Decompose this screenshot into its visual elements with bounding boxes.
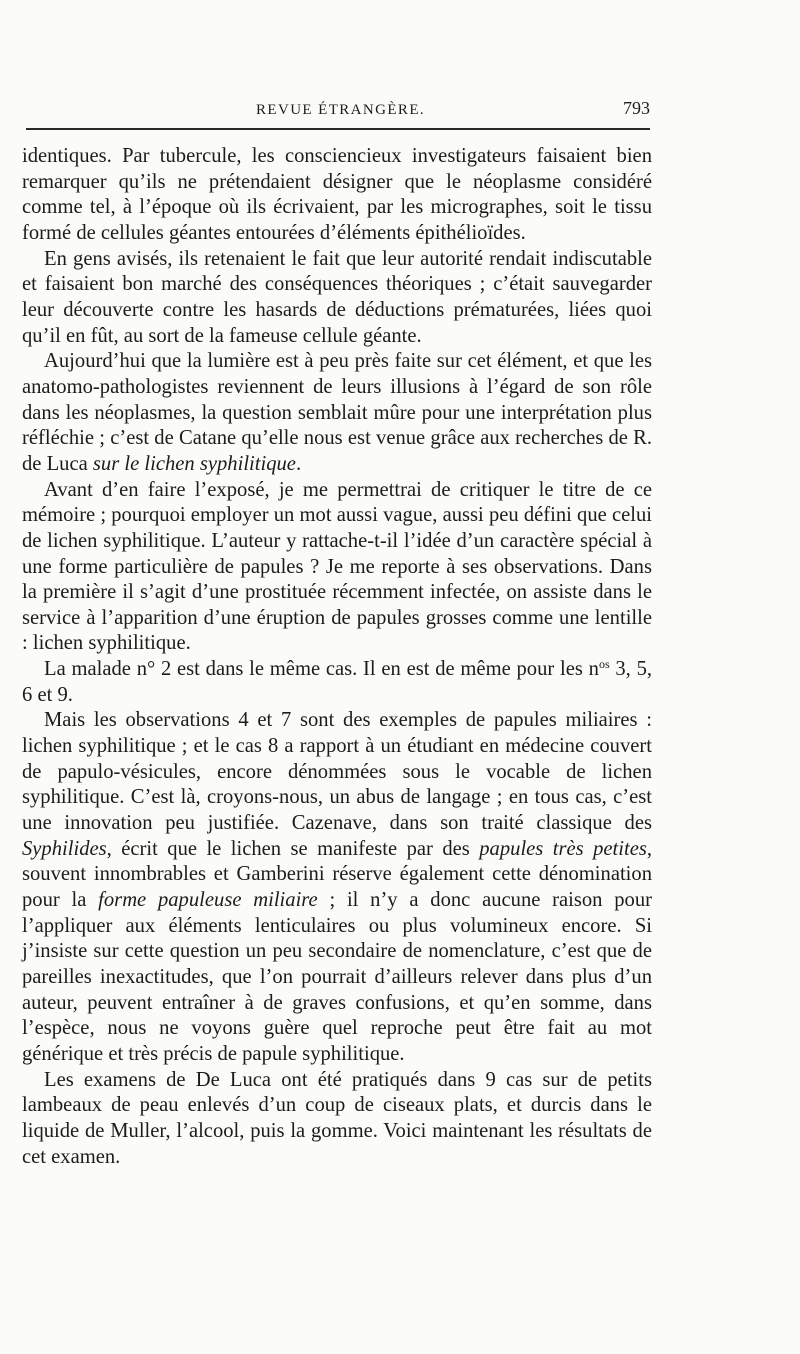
paragraph	[22, 657, 652, 708]
italic-text: sur le lichen syphilitique	[92, 452, 296, 475]
paragraph	[22, 708, 652, 1067]
text-run: , écrit que le lichen se manifeste par des	[106, 837, 480, 860]
text-run: La malade n° 2 est dans le même cas. Il en est de même pour les n	[44, 658, 599, 681]
header-rule	[26, 128, 650, 130]
superscript-text: os	[598, 657, 610, 672]
text-run: En gens avisés, ils retenaient le fait que leur autorité rendait indiscutable et faisaient bon marché des conséquences théoriques ; c’était sauvegarder leur découverte contre les hasards de déductions prématurées, liées quoi qu’il en fût, au sort de la fameuse cellule géante.	[22, 247, 652, 347]
italic-text: forme papuleuse miliaire	[98, 889, 318, 912]
text-run: , souvent innombrables et Gamberini réserve également cette dénomination pour la	[22, 837, 653, 912]
running-title: REVUE ÉTRANGÈRE.	[256, 102, 426, 118]
text-run: identiques. Par tubercule, les consciencieux investigateurs faisaient bien remarquer qu’ils ne prétendaient désigner que le néoplasme considéré comme tel, à l’époque où ils écrivaient, par les micrographes, soit le tissu formé de cellules géantes entourées d’éléments épithélioïdes.	[22, 145, 652, 244]
text-run: Les examens de De Luca ont été pratiqués dans 9 cas sur de petits lambeaux de peau enlevés d’un coup de ciseaux plats, et durcis dans le liquide de Muller, l’alcool, puis la gomme. Voici maintenant les résultats de cet examen.	[22, 1068, 652, 1168]
body-text	[22, 144, 652, 1170]
page-number: 793	[623, 98, 650, 118]
italic-text: Syphilides	[22, 837, 107, 860]
text-run: 3, 5, 6 et 9.	[22, 658, 653, 706]
paragraph	[22, 478, 652, 658]
italic-text: papules très petites	[479, 837, 647, 860]
text-run: Aujourd’hui que la lumière est à peu près faite sur cet élément, et que les anatomo-pathologistes reviennent de leurs illusions à l’égard de son rôle dans les néoplasmes, la question semblait mûre pour une interprétation plus réfléchie ; c’est de Catane qu’elle nous est venue grâce aux recherches de R. de Luca	[22, 350, 652, 475]
paragraph	[22, 247, 652, 350]
text-run: Mais les observations 4 et 7 sont des exemples de papules miliaires : lichen syphilitique ; et le cas 8 a rapport à un étudiant en médecine couvert de papulo-vésicules, encore dénommées sous le vocable de lichen syphilitique. C’est là, croyons-nous, un abus de langage ; en tous cas, c’est une innovation peu justifiée. Cazenave, dans son traité classique des	[22, 709, 652, 835]
running-head	[24, 98, 650, 128]
paragraph	[22, 349, 652, 477]
text-run: ; il n’y a donc aucune raison pour l’appliquer aux éléments lenticulaires ou plus volumineux encore. Si j’insiste sur cette question un peu secondaire de nomenclature, c’est que de pareilles inexactitudes, que l’on pourrait d’ailleurs relever dans plus d’un auteur, peuvent entraîner à de graves confusions, et qu’en somme, dans l’espèce, nous ne voyons guère quel reproche peut être fait au mot générique et très précis de papule syphilitique.	[22, 889, 652, 1065]
paragraph	[22, 144, 652, 247]
text-run: .	[295, 452, 302, 475]
paragraph	[22, 1068, 652, 1171]
text-run: Avant d’en faire l’exposé, je me permettrai de critiquer le titre de ce mémoire ; pourquoi employer un mot aussi vague, aussi peu défini que celui de lichen syphilitique. L’auteur y rattache-t-il l’idée d’un caractère spécial à une forme particulière de papules ? Je me reporte à ses observations. Dans la première il s’agit d’une prostituée récemment infectée, on assiste dans le service à l’apparition d’une éruption de papules grosses comme une lentille : lichen syphilitique.	[22, 478, 652, 655]
